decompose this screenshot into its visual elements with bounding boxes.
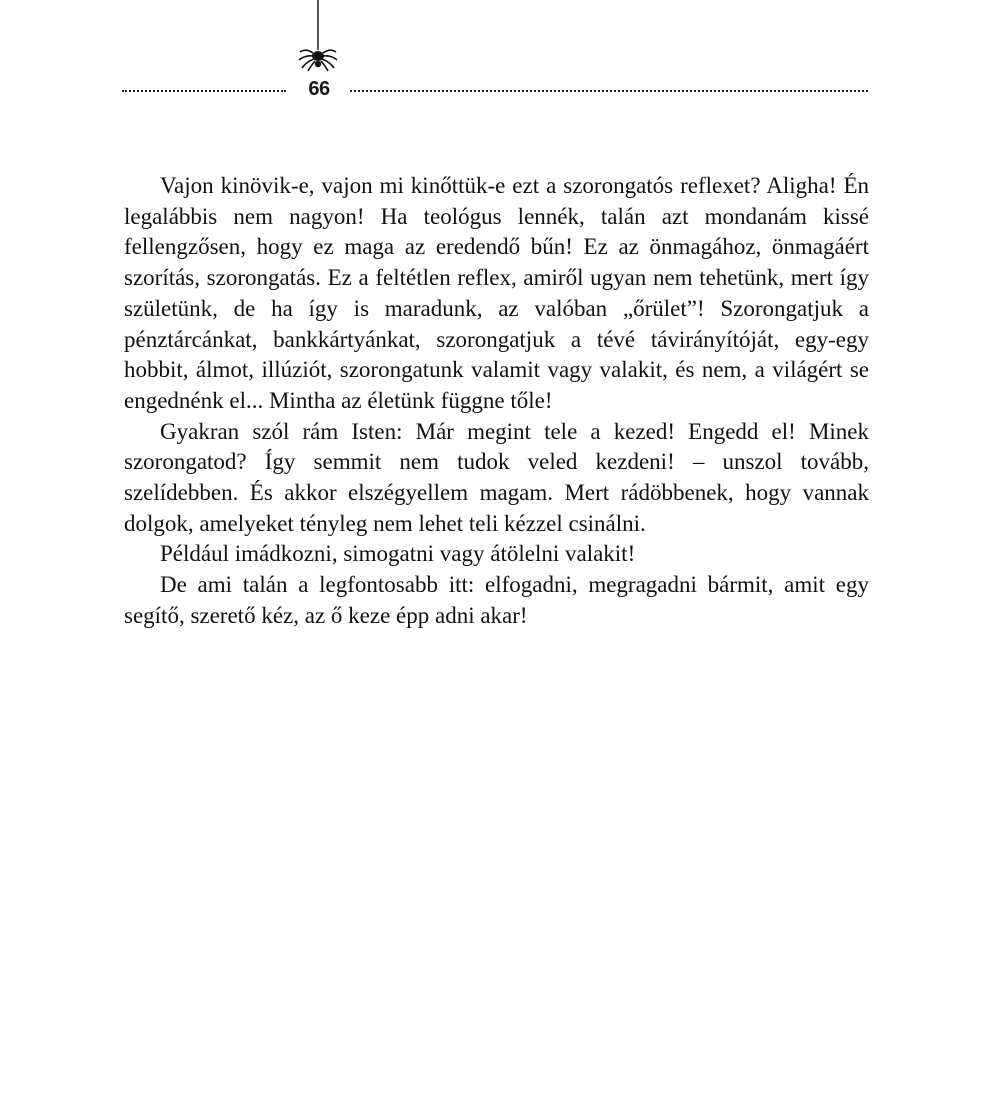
paragraph: Gyakran szól rám Isten: Már megint tele a kezed! Engedd el! Minek szorongatod? Így semmit nem tudok veled kezdeni! – unszol tovább, szelídebben. És akkor elszégyellem magam. Mert rádöbbenek, hogy vannak dolgok, amelyeket tényleg nem lehet teli kézzel csinálni. [124, 418, 869, 536]
page-number: 66 [308, 78, 330, 100]
paragraph: Például imádkozni, simogatni vagy átölelni valakit! [160, 541, 636, 567]
body-text [124, 171, 869, 632]
spider-icon [296, 0, 340, 72]
header-rule-right [350, 90, 868, 92]
paragraph: De ami talán a legfontosabb itt: elfogadni, megragadni bármit, amit egy segítő, szerető kéz, az ő keze épp adni akar! [124, 572, 869, 628]
page-header [0, 0, 993, 110]
paragraph: Vajon kinövik-e, vajon mi kinőttük-e ezt a szorongatós reflexet? Aligha! Én legalábbis nem nagyon! Ha teológus lennék, talán azt mondanám kissé fellengzősen, hogy ez maga az eredendő bűn! Ez az önmagához, önmagáért szorítás, szorongatás. Ez a feltétlen reflex, amiről ugyan nem tehetünk, mert így születünk, de ha így is maradunk, az valóban „őrület”! Szorongatjuk a pénztárcánkat, bankkártyánkat, szorongatjuk a tévé távirányítóját, egy-egy hobbit, álmot, illúziót, szorongatunk valamit vagy valakit, és nem, a világért se engednénk el... Mintha az életünk függne tőle! [124, 173, 869, 413]
header-rule-left [122, 90, 286, 92]
